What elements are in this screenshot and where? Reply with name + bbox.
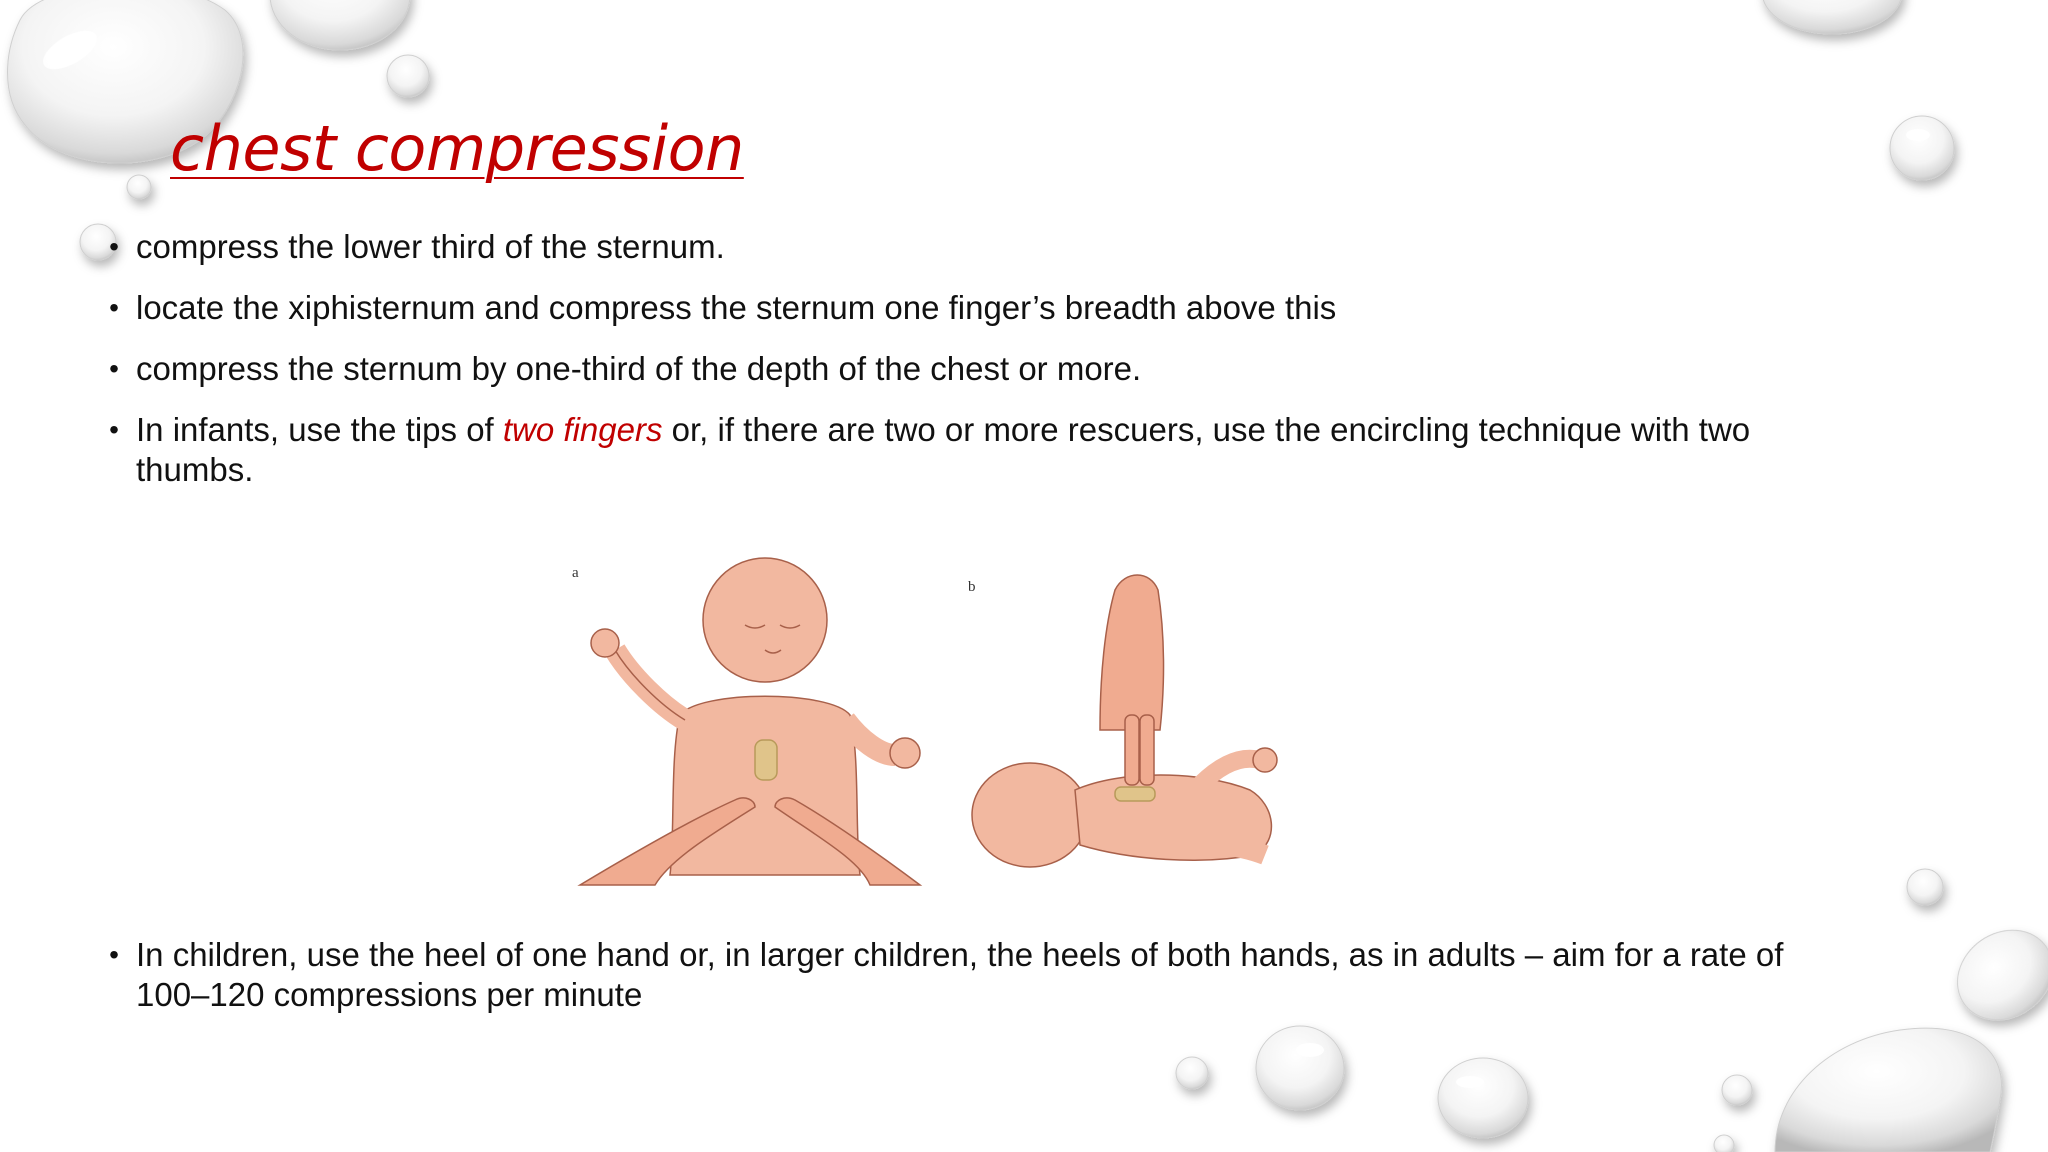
bullet-text: compress the lower third of the sternum.: [136, 228, 725, 265]
droplet: [1775, 1028, 2002, 1152]
bullet-text: locate the xiphisternum and compress the sternum one finger’s breadth above this: [136, 289, 1337, 326]
bullet-text: compress the sternum by one-third of the depth of the chest or more.: [136, 350, 1142, 387]
bullet-item: [109, 935, 1836, 1015]
bullet-item: [109, 227, 1836, 267]
droplet: [387, 55, 429, 97]
droplet: [270, 0, 410, 50]
infant-cpr-illustration: [560, 555, 1290, 900]
slide-title: chest compression: [170, 112, 744, 185]
bullet-item: [109, 288, 1836, 328]
droplet: [1714, 1135, 1734, 1152]
droplet: [1722, 1075, 1752, 1105]
bullet-dot-icon: •: [109, 414, 119, 445]
droplet: [127, 175, 151, 199]
droplet: [1890, 116, 1954, 180]
droplet: [1940, 912, 2048, 1038]
bullet-item: [109, 349, 1836, 389]
bullet-dot-icon: •: [109, 292, 119, 323]
droplet: [1256, 1026, 1344, 1110]
bullet-text: In children, use the heel of one hand or, in larger children, the heels of both hands, as in adults – aim for a rate of 100–120 compressions per minute: [136, 936, 1784, 1013]
bullet-text-after: or, if there are two or more rescuers, use the encircling technique with two thumbs.: [136, 411, 1751, 488]
droplet: [1176, 1057, 1208, 1089]
bullet-dot-icon: •: [109, 939, 119, 970]
bullet-dot-icon: •: [109, 231, 119, 262]
droplet: [1907, 869, 1943, 905]
panel-b-label: b: [968, 579, 976, 595]
bullet-text-before: In infants, use the tips of: [136, 411, 503, 448]
droplet: [1438, 1058, 1528, 1138]
panel-a-label: a: [572, 565, 579, 581]
bullet-item: [109, 410, 1836, 490]
panel-b-infant: [972, 575, 1277, 867]
droplet: [1762, 0, 1902, 34]
panel-a-infant: [580, 558, 920, 885]
bullet-dot-icon: •: [109, 353, 119, 384]
illustration-svg: [560, 555, 1290, 900]
highlighted-phrase: two fingers: [502, 411, 663, 448]
